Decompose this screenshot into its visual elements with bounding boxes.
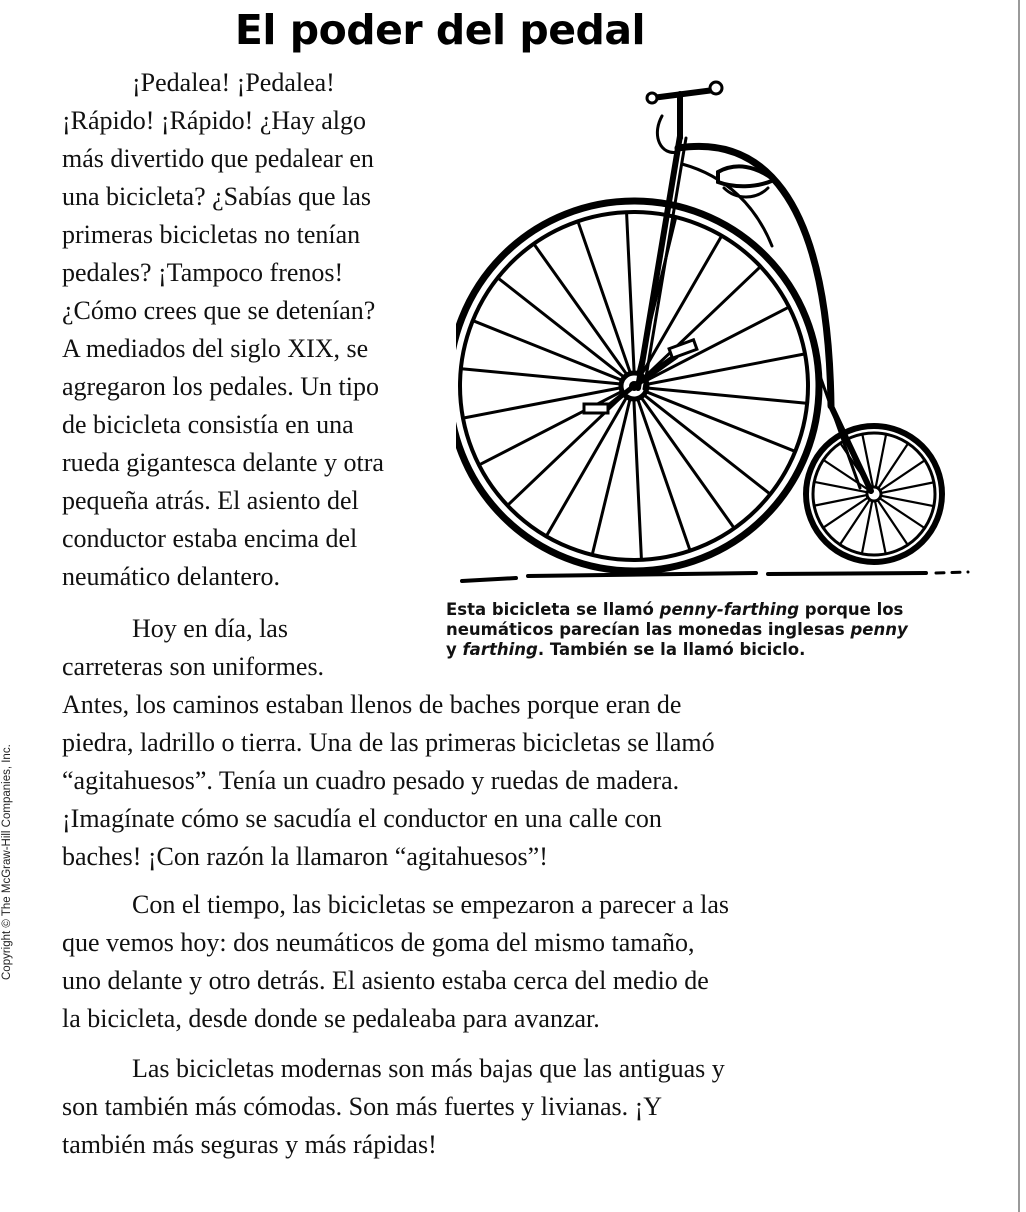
- page-edge-line: [1018, 0, 1020, 1212]
- text-line: Con el tiempo, las bicicletas se empezaron a parecer a las: [132, 890, 730, 919]
- text-line: agregaron los pedales. Un tipo: [62, 372, 379, 401]
- text-line: ¡Pedalea! ¡Pedalea!: [132, 68, 335, 97]
- text-line: la bicicleta, desde donde se pedaleaba para avanzar.: [62, 1004, 600, 1033]
- text-line: conductor estaba encima del: [62, 524, 358, 553]
- paragraph-2-start: [62, 610, 402, 686]
- text-line: que vemos hoy: dos neumáticos de goma del mismo tamaño,: [62, 928, 695, 957]
- wheel-spoke: [535, 245, 628, 375]
- penny-farthing-illustration: [456, 76, 976, 586]
- paragraph-3: [62, 886, 842, 1038]
- illustration-caption: [446, 600, 916, 660]
- caption-italic-term: farthing: [462, 640, 538, 659]
- wheel-spoke: [499, 279, 625, 378]
- wheel-spoke: [640, 396, 733, 526]
- caption-text: Esta bicicleta se llamó: [446, 600, 660, 619]
- paragraph-2-continued: [62, 686, 842, 876]
- wheel-spoke: [634, 398, 642, 558]
- caption-text: . También se la llamó biciclo.: [537, 640, 806, 659]
- caption-italic-term: penny-farthing: [659, 600, 800, 619]
- text-line: ¡Imagínate cómo se sacudía el conductor en una calle con: [62, 804, 662, 833]
- text-line: carreteras son uniformes.: [62, 652, 325, 681]
- text-line: A mediados del siglo XIX, se: [62, 334, 369, 363]
- text-line: rueda gigantesca delante y otra: [62, 448, 384, 477]
- caption-line-1: [446, 600, 916, 620]
- wheel-spoke: [627, 214, 635, 374]
- text-line: pedales? ¡Tampoco frenos!: [62, 258, 344, 287]
- text-line: neumático delantero.: [62, 562, 281, 591]
- text-line: también más seguras y más rápidas!: [62, 1130, 437, 1159]
- wheel-spoke: [579, 223, 631, 374]
- text-line: uno delante y otro detrás. El asiento estaba cerca del medio de: [62, 966, 709, 995]
- paragraph-4: [62, 1050, 842, 1164]
- page-title: El poder del pedal: [234, 6, 646, 54]
- text-line: Las bicicletas modernas son más bajas que las antiguas y: [132, 1054, 725, 1083]
- text-line: primeras bicicletas no tenían: [62, 220, 361, 249]
- text-line: una bicicleta? ¿Sabías que las: [62, 182, 371, 211]
- text-line: Hoy en día, las: [132, 614, 288, 643]
- paragraph-1: [62, 64, 424, 596]
- caption-line-3: [446, 640, 916, 660]
- caption-italic-term: penny: [850, 620, 908, 639]
- wheel-spoke: [643, 394, 769, 493]
- text-line: baches! ¡Con razón la llamaron “agitahuesos”!: [62, 842, 548, 871]
- caption-text: neumáticos parecían las monedas inglesas: [446, 620, 851, 639]
- wheel-spoke: [637, 398, 689, 549]
- text-line: son también más cómodas. Son más fuertes y livianas. ¡Y: [62, 1092, 663, 1121]
- text-line: “agitahuesos”. Tenía un cuadro pesado y ruedas de madera.: [62, 766, 680, 795]
- caption-text: porque los: [799, 600, 904, 619]
- text-line: ¿Cómo crees que se detenían?: [62, 296, 376, 325]
- copyright-text: Copyright © The McGraw-Hill Companies, Inc.: [1, 744, 13, 980]
- text-line: más divertido que pedalear en: [62, 144, 374, 173]
- caption-line-2: [446, 620, 916, 640]
- caption-text: y: [446, 640, 463, 659]
- text-line: piedra, ladrillo o tierra. Una de las primeras bicicletas se llamó: [62, 728, 715, 757]
- text-line: ¡Rápido! ¡Rápido! ¿Hay algo: [62, 106, 366, 135]
- text-line: Antes, los caminos estaban llenos de baches porque eran de: [62, 690, 682, 719]
- text-line: pequeña atrás. El asiento del: [62, 486, 359, 515]
- penny-farthing-bicycle-icon: [456, 76, 976, 586]
- text-line: de bicicleta consistía en una: [62, 410, 354, 439]
